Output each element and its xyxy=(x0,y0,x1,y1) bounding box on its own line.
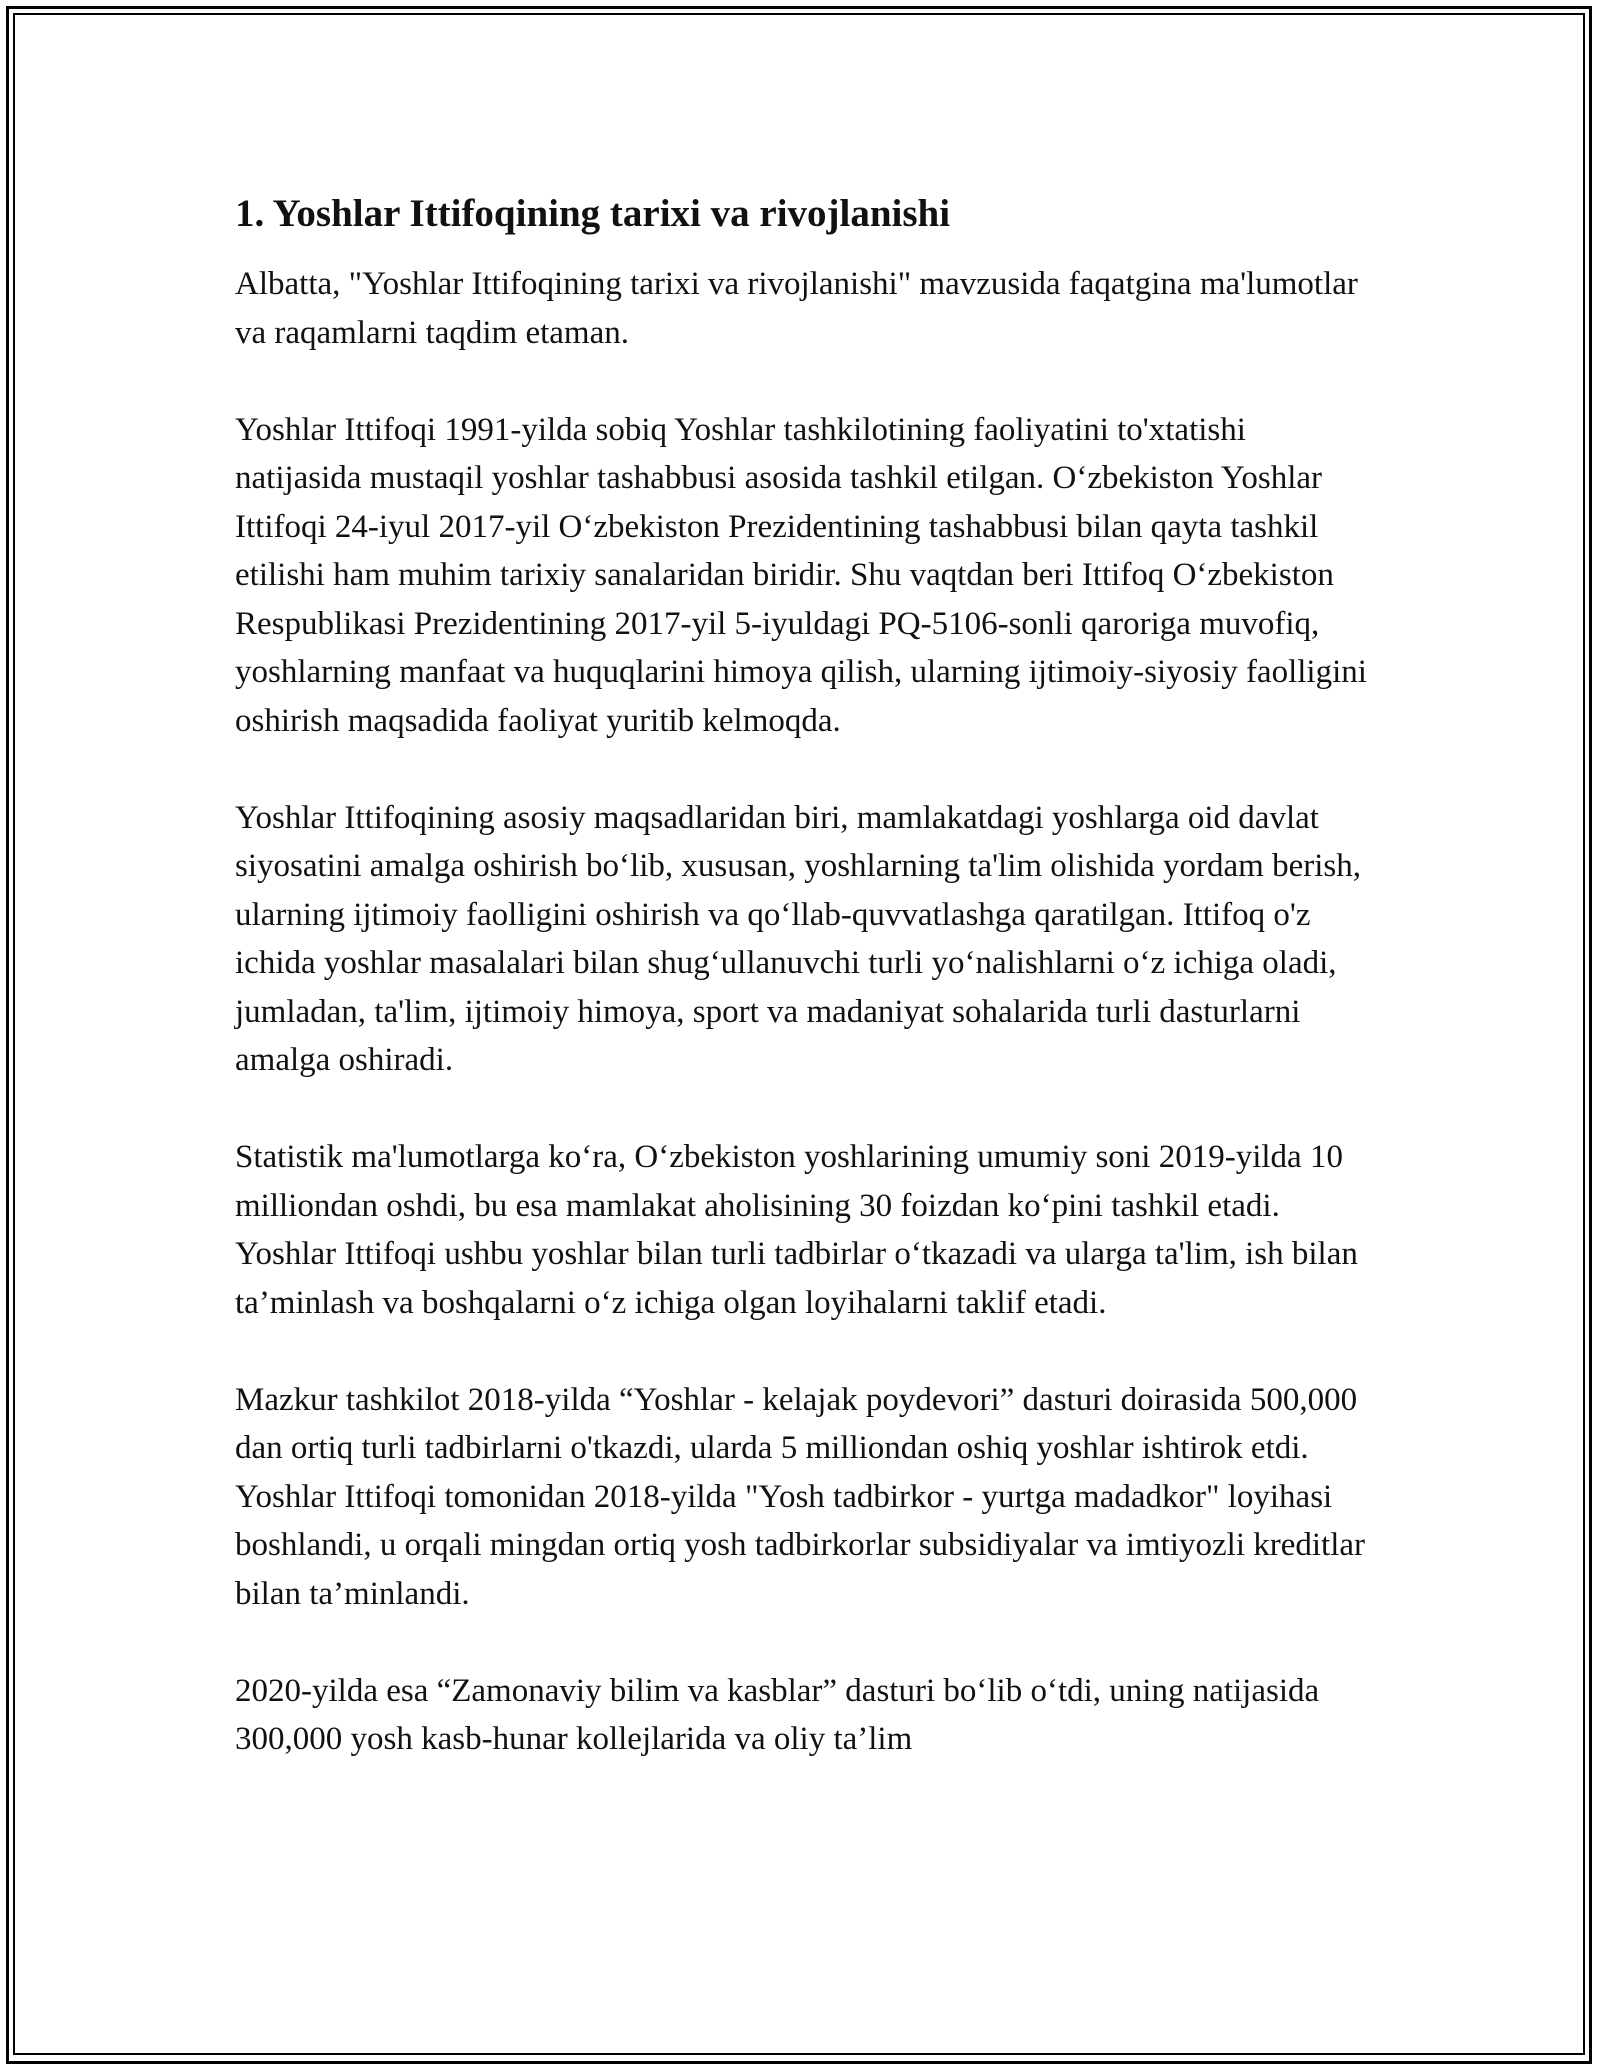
paragraph-programs-2020: 2020-yilda esa “Zamonaviy bilim va kasblar” dasturi bo‘lib o‘tdi, uning natijasida 300,000 yosh kasb-hunar kollejlarida va oliy ta’lim xyxy=(235,1672,1320,1757)
paragraph-programs-2018: Mazkur tashkilot 2018-yilda “Yoshlar - kelajak poydevori” dasturi doirasida 500,000 dan ortiq turli tadbirlarni o'tkazdi, ularda 5 milliondan oshiq yoshlar ishtirok etdi. Yoshlar Ittifoqi tomonidan 2018-yilda "Yosh tadbirkor - yurtga madadkor" loyihasi boshlandi, u orqali mingdan ortiq yosh tadbirkorlar subsidiyalar va imtiyozli kreditlar bilan ta’minlandi. xyxy=(235,1381,1366,1612)
document-body xyxy=(235,188,1375,1812)
paragraph-intro: Albatta, "Yoshlar Ittifoqining tarixi va rivojlanishi" mavzusida faqatgina ma'lumotlar va raqamlarni taqdim etaman. xyxy=(235,266,1358,351)
paragraph-history: Yoshlar Ittifoqi 1991-yilda sobiq Yoshlar tashkilotining faoliyatini to'xtatishi natijasida mustaqil yoshlar tashabbusi asosida tashkil etilgan. O‘zbekiston Yoshlar Ittifoqi 24-iyul 2017-yil O‘zbekiston Prezidentining tashabbusi bilan qayta tashkil etilishi ham muhim tarixiy sanalaridan biridir. Shu vaqtdan beri Ittifoq O‘zbekiston Respublikasi Prezidentining 2017-yil 5-iyuldagi PQ-5106-sonli qaroriga muvofiq, yoshlarning manfaat va huquqlarini himoya qilish, ularning ijtimoiy-siyosiy faolligini oshirish maqsadida faoliyat yuritib kelmoqda. xyxy=(235,411,1367,739)
paragraph-statistics: Statistik ma'lumotlarga ko‘ra, O‘zbekiston yoshlarining umumiy soni 2019-yilda 10 milliondan oshdi, bu esa mamlakat aholisining 30 foizdan ko‘pini tashkil etadi. Yoshlar Ittifoqi ushbu yoshlar bilan turli tadbirlar o‘tkazadi va ularga ta'lim, ish bilan ta’minlash va boshqalarni o‘z ichiga olgan loyihalarni taklif etadi. xyxy=(235,1139,1358,1321)
document-title: 1. Yoshlar Ittifoqining tarixi va rivojlanishi xyxy=(235,192,951,235)
paragraph-goals: Yoshlar Ittifoqining asosiy maqsadlaridan biri, mamlakatdagi yoshlarga oid davlat siyosatini amalga oshirish bo‘lib, xususan, yoshlarning ta'lim olishida yordam berish, ularning ijtimoiy faolligini oshirish va qo‘llab-quvvatlashga qaratilgan. Ittifoq o'z ichida yoshlar masalalari bilan shug‘ullanuvchi turli yo‘nalishlarni o‘z ichiga oladi, jumladan, ta'lim, ijtimoiy himoya, sport va madaniyat sohalarida turli dasturlarni amalga oshiradi. xyxy=(235,799,1361,1078)
